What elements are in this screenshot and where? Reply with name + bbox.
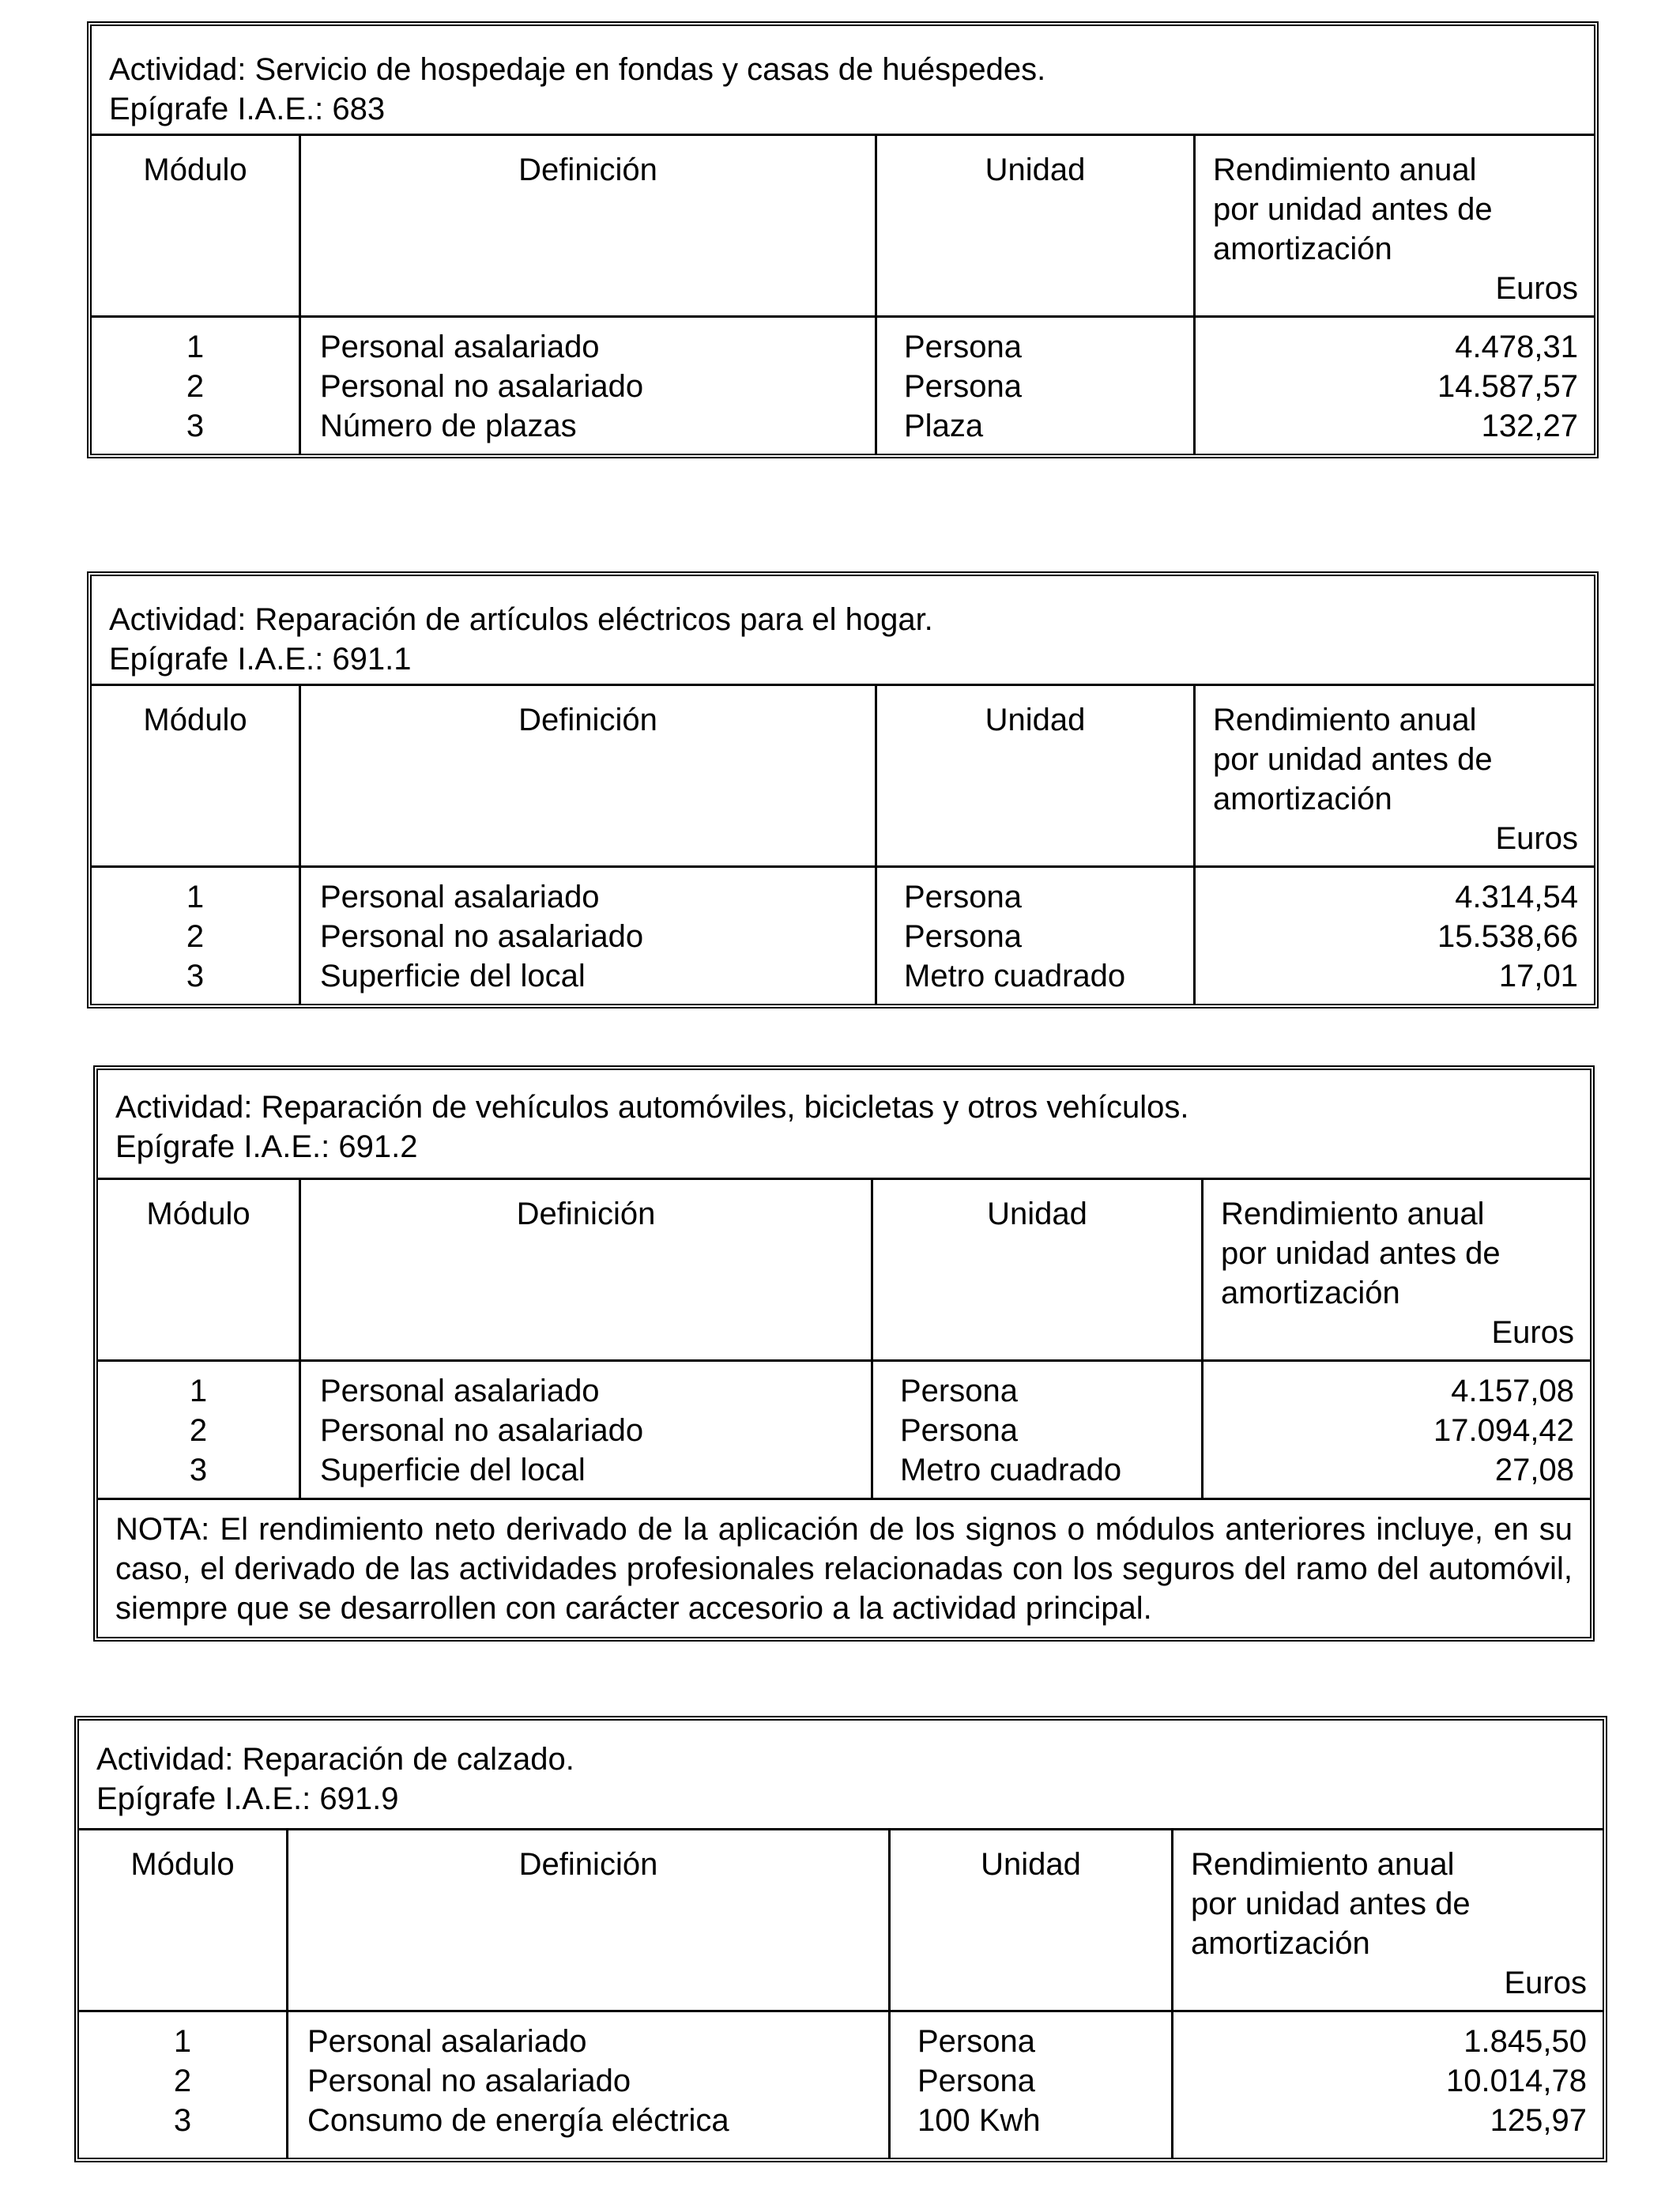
table-cell: 125,97 xyxy=(1490,2103,1587,2138)
table-cell: 3 xyxy=(186,409,205,443)
body-row-group xyxy=(92,318,1594,454)
header-modulo: Módulo xyxy=(143,153,247,187)
actividad-text: Actividad: Reparación de vehículos automóviles, bicicletas y otros vehículos. xyxy=(115,1090,1189,1125)
table-cell: 3 xyxy=(189,1453,208,1487)
epigrafe-text: Epígrafe I.A.E.: 691.1 xyxy=(109,642,412,677)
actividad-text: Actividad: Servicio de hospedaje en fondas y casas de huéspedes. xyxy=(109,52,1046,87)
modulo-column xyxy=(92,868,299,1004)
modulo-column xyxy=(98,1362,299,1498)
epigrafe-text: Epígrafe I.A.E.: 691.2 xyxy=(115,1129,418,1164)
header-euros: Euros xyxy=(1504,1966,1587,2000)
header-rendimiento-line: por unidad antes de xyxy=(1191,1887,1471,1921)
table-cell: Persona xyxy=(900,1374,1018,1408)
table-cell: Metro cuadrado xyxy=(904,959,1126,993)
header-rendimiento-line: Rendimiento anual xyxy=(1213,703,1477,737)
header-rendimiento-line: Rendimiento anual xyxy=(1213,153,1477,187)
header-rendimiento-line: amortización xyxy=(1221,1276,1400,1310)
header-row xyxy=(92,686,1594,868)
table-cell: 15.538,66 xyxy=(1437,919,1578,954)
table-cell: 132,27 xyxy=(1481,409,1578,443)
table-title xyxy=(79,1721,1603,1830)
table-cell: 1 xyxy=(186,880,205,914)
table-cell: Personal asalariado xyxy=(307,2024,587,2059)
epigrafe-text: Epígrafe I.A.E.: 683 xyxy=(109,92,386,126)
header-unidad: Unidad xyxy=(871,1180,1201,1359)
header-modulo: Módulo xyxy=(143,703,247,737)
table-cell: 2 xyxy=(173,2064,192,2098)
table-cell: 4.314,54 xyxy=(1455,880,1578,914)
table-cell: 2 xyxy=(186,919,205,954)
actividad-text: Actividad: Reparación de calzado. xyxy=(96,1742,574,1777)
table-cell: 2 xyxy=(189,1413,208,1448)
modules-table-683 xyxy=(87,21,1599,458)
header-euros: Euros xyxy=(1495,821,1578,856)
header-modulo: Módulo xyxy=(130,1847,235,1882)
table-cell: Personal no asalariado xyxy=(320,369,644,404)
header-rendimiento-line: Rendimiento anual xyxy=(1191,1847,1455,1882)
modules-table-691-9 xyxy=(74,1716,1607,2162)
header-rendimiento-line: amortización xyxy=(1191,1926,1370,1961)
table-cell: Persona xyxy=(900,1413,1018,1448)
header-unidad: Unidad xyxy=(875,136,1193,315)
modulo-column xyxy=(79,2012,286,2158)
table-cell: 4.157,08 xyxy=(1451,1374,1574,1408)
header-rendimiento-line: por unidad antes de xyxy=(1213,742,1493,777)
header-rendimiento-line: amortización xyxy=(1213,232,1392,266)
header-modulo: Módulo xyxy=(146,1197,250,1231)
valor-column xyxy=(1201,1362,1590,1498)
body-row-group xyxy=(79,2012,1603,2158)
table-title xyxy=(98,1070,1590,1180)
header-rendimiento xyxy=(1201,1180,1590,1359)
valor-column xyxy=(1193,868,1594,1004)
table-cell: Consumo de energía eléctrica xyxy=(307,2103,729,2138)
header-unidad: Unidad xyxy=(875,686,1193,865)
header-rendimiento-line: por unidad antes de xyxy=(1213,192,1493,227)
header-rendimiento xyxy=(1193,686,1594,865)
modules-table-691-1 xyxy=(87,571,1599,1008)
table-cell: 10.014,78 xyxy=(1446,2064,1587,2098)
table-cell: Superficie del local xyxy=(320,1453,586,1487)
header-definicion: Definición xyxy=(299,686,875,865)
table-cell: Personal asalariado xyxy=(320,880,600,914)
table-cell: 4.478,31 xyxy=(1455,330,1578,364)
unidad-column xyxy=(875,868,1193,1004)
table-cell: Personal no asalariado xyxy=(320,1413,644,1448)
table-cell: Persona xyxy=(917,2064,1035,2098)
table-cell: 2 xyxy=(186,369,205,404)
table-cell: 3 xyxy=(186,959,205,993)
definicion-column xyxy=(299,868,875,1004)
table-cell: 1 xyxy=(186,330,205,364)
actividad-text: Actividad: Reparación de artículos eléctricos para el hogar. xyxy=(109,602,933,637)
epigrafe-text: Epígrafe I.A.E.: 691.9 xyxy=(96,1781,399,1816)
header-definicion: Definición xyxy=(299,136,875,315)
table-cell: 27,08 xyxy=(1494,1453,1574,1487)
table-cell: Metro cuadrado xyxy=(900,1453,1122,1487)
nota-paragraph: NOTA: El rendimiento neto derivado de la aplicación de los signos o módulos anteriores incluye, en su caso, el derivado de las actividades profesionales relacionadas con los seguros del ramo del automóvil, siempre que se desarrollen con carácter accesorio a la actividad principal. xyxy=(115,1512,1573,1626)
table-cell: Personal no asalariado xyxy=(320,919,644,954)
header-row xyxy=(98,1180,1590,1362)
definicion-column xyxy=(286,2012,888,2158)
table-cell: 17,01 xyxy=(1498,959,1578,993)
table-cell: Superficie del local xyxy=(320,959,586,993)
table-cell: Plaza xyxy=(904,409,984,443)
definicion-column xyxy=(299,1362,871,1498)
table-cell: Personal asalariado xyxy=(320,330,600,364)
table-cell: 17.094,42 xyxy=(1433,1413,1574,1448)
header-rendimiento-line: por unidad antes de xyxy=(1221,1236,1501,1271)
header-row xyxy=(79,1830,1603,2012)
unidad-column xyxy=(875,318,1193,454)
table-cell: 1.845,50 xyxy=(1463,2024,1587,2059)
header-definicion: Definición xyxy=(286,1830,888,2010)
header-euros: Euros xyxy=(1491,1315,1574,1350)
header-rendimiento-line: amortización xyxy=(1213,782,1392,816)
header-rendimiento xyxy=(1171,1830,1603,2010)
table-cell: Persona xyxy=(917,2024,1035,2059)
valor-column xyxy=(1193,318,1594,454)
unidad-column xyxy=(871,1362,1201,1498)
header-unidad: Unidad xyxy=(888,1830,1171,2010)
modules-table-691-2 xyxy=(93,1065,1595,1642)
header-euros: Euros xyxy=(1495,271,1578,306)
table-cell: 1 xyxy=(173,2024,192,2059)
header-row xyxy=(92,136,1594,318)
table-cell: 14.587,57 xyxy=(1437,369,1578,404)
table-cell: Personal no asalariado xyxy=(307,2064,631,2098)
table-cell: Número de plazas xyxy=(320,409,577,443)
header-rendimiento-line: Rendimiento anual xyxy=(1221,1197,1485,1231)
table-cell: Personal asalariado xyxy=(320,1374,600,1408)
header-definicion: Definición xyxy=(299,1180,871,1359)
table-cell: Persona xyxy=(904,919,1022,954)
table-title xyxy=(92,26,1594,136)
table-cell: 1 xyxy=(189,1374,208,1408)
unidad-column xyxy=(888,2012,1171,2158)
nota-text xyxy=(98,1498,1590,1637)
table-cell: 100 Kwh xyxy=(917,2103,1041,2138)
body-row-group xyxy=(98,1362,1590,1498)
table-cell: Persona xyxy=(904,880,1022,914)
body-row-group xyxy=(92,868,1594,1004)
valor-column xyxy=(1171,2012,1603,2158)
definicion-column xyxy=(299,318,875,454)
table-cell: 3 xyxy=(173,2103,192,2138)
table-cell: Persona xyxy=(904,369,1022,404)
table-title xyxy=(92,576,1594,686)
table-cell: Persona xyxy=(904,330,1022,364)
modulo-column xyxy=(92,318,299,454)
header-rendimiento xyxy=(1193,136,1594,315)
